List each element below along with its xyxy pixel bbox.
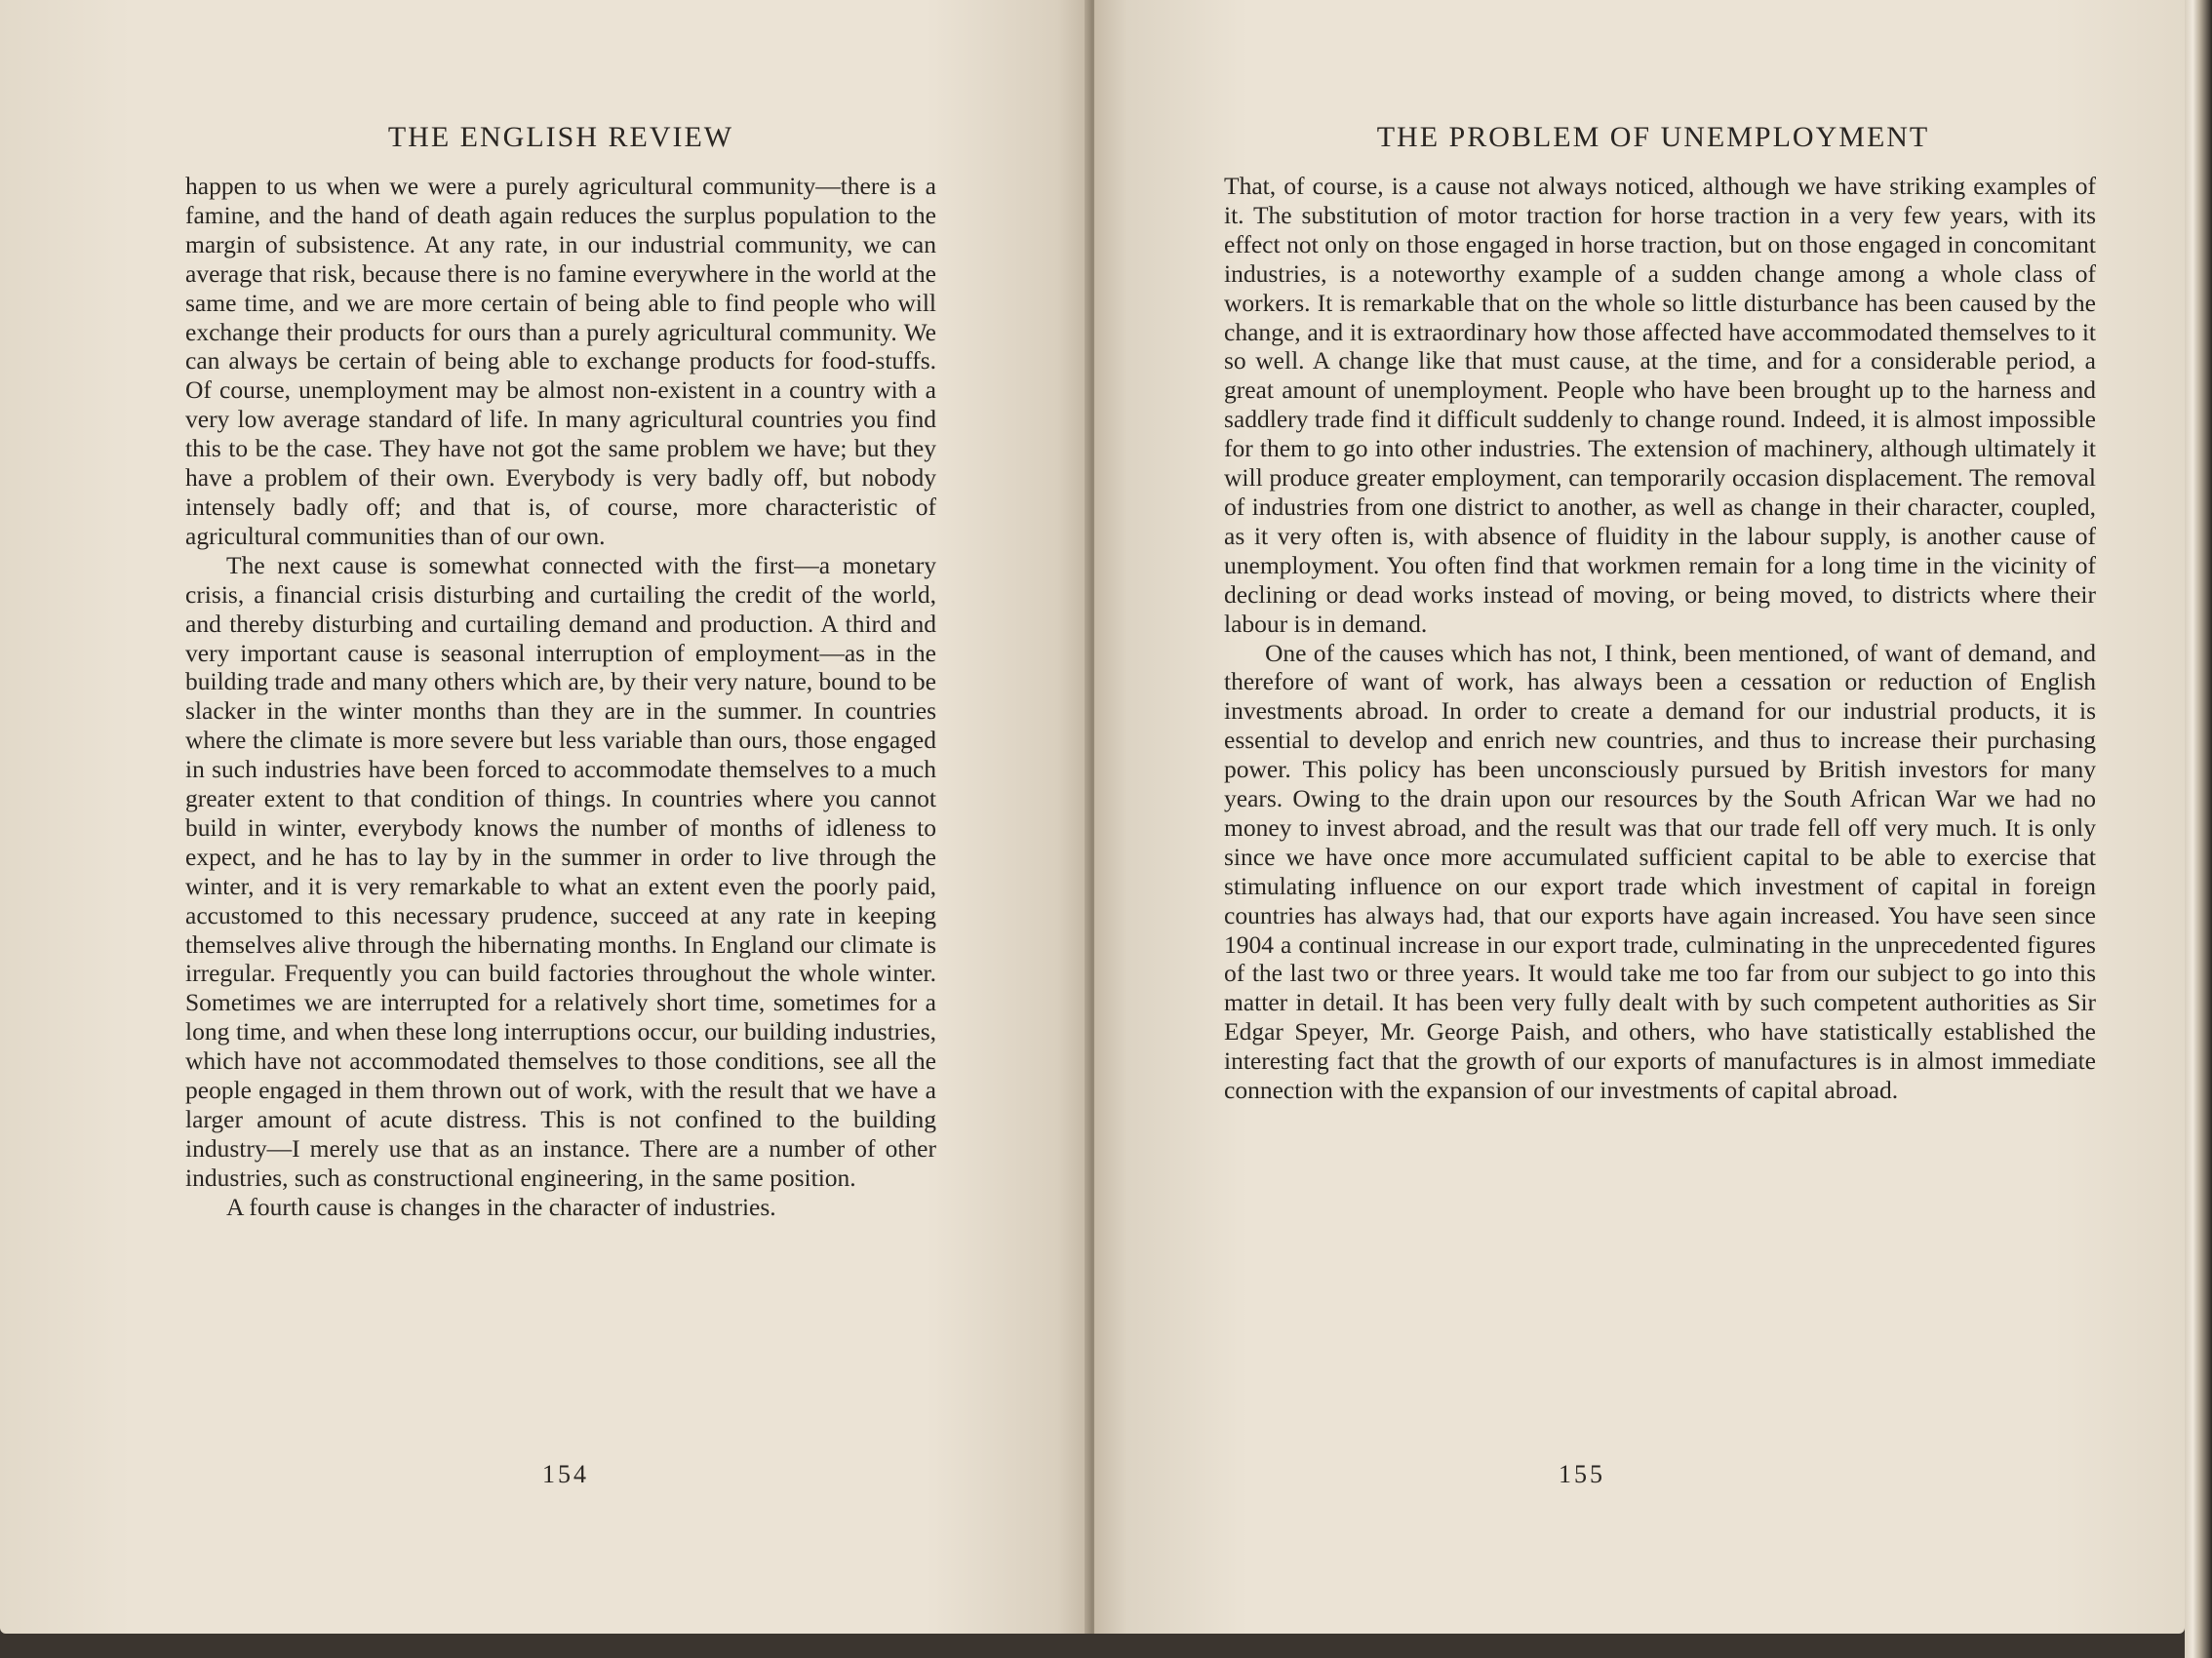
left-page-body	[185, 172, 936, 1222]
right-page	[1094, 0, 2185, 1634]
right-page-body	[1224, 172, 2096, 1105]
paragraph: A fourth cause is changes in the character of industries.	[226, 1192, 776, 1221]
paragraph: happen to us when we were a purely agricultural community—there is a famine, and the hand of death again reduces the surplus population to the margin of subsistence. At any rate, in our industrial community, we can average that risk, because there is no famine everywhere in the world at the same time, and we are more certain of being able to find people who will exchange their products for ours than a purely agricultural community. We can always be certain of being able to exchange products for food-stuffs. Of course, unemployment may be almost non-existent in a country with a very low average standard of life. In many agricultural countries you find this to be the case. They have not got the same problem we have; but they have a problem of their own. Everybody is very badly off, but nobody intensely badly off; and that is, of course, more characteristic of agricultural communities than of our own.	[185, 172, 936, 550]
running-head-right: THE PROBLEM OF UNEMPLOYMENT	[1376, 121, 1930, 153]
paragraph: The next cause is somewhat connected with the first—a monetary crisis, a financial crisis disturbing and curtailing the credit of the world, and thereby disturbing and curtailing demand and production. A third and very important cause is seasonal interruption of employment—as in the building trade and many others which are, by their very nature, bound to be slacker in the winter months than they are in the summer. In countries where the climate is more severe but less variable than ours, those engaged in such industries have been forced to accommodate themselves to a much greater extent to that condition of things. In countries where you cannot build in winter, everybody knows the number of months of idleness to expect, and he has to lay by in the summer in order to live through the winter, and it is very remarkable to what an extent even the poorly paid, accustomed to this necessary prudence, succeed at any rate in keeping themselves alive through the hibernating months. In England our climate is irregular. Frequently you can build factories throughout the whole winter. Sometimes we are interrupted for a relatively short time, sometimes for a long time, and when these long interruptions occur, our building industries, which have not accommodated themselves to those conditions, see all the people engaged in them thrown out of work, with the result that we have a larger amount of acute distress. This is not confined to the building industry—I merely use that as an instance. There are a number of other industries, such as constructional engineering, in the same position.	[185, 550, 936, 1192]
running-head-left: THE ENGLISH REVIEW	[387, 121, 734, 153]
left-page	[0, 0, 1090, 1634]
paragraph: That, of course, is a cause not always noticed, although we have striking examples of it. The substitution of motor traction for horse traction in a very few years, with its effect not only on those engaged in horse traction, but on those engaged in concomitant industries, is a noteworthy example of a sudden change among a whole class of workers. It is remarkable that on the whole so little disturbance has been caused by the change, and it is extraordinary how those affected have accommodated themselves to it so well. A change like that must cause, at the time, and for a considerable period, a great amount of unemployment. People who have been brought up to the harness and saddlery trade find it difficult suddenly to change round. Indeed, it is almost impossible for them to go into other industries. The extension of machinery, although ultimately it will produce greater employment, can temporarily occasion displacement. The removal of industries from one district to another, as well as change in their character, coupled, as it very often is, with absence of fluidity in the labour supply, is another cause of unemployment. You often find that workmen remain for a long time in the vicinity of declining or dead works instead of moving, or being moved, to districts where their labour is in demand.	[1224, 172, 2096, 638]
page-number-left: 154	[542, 1460, 589, 1488]
paragraph: One of the causes which has not, I think, been mentioned, of want of demand, and therefore of want of work, has always been a cessation or reduction of English investments abroad. In order to create a demand for our industrial products, it is essential to develop and enrich new countries, and thus to increase their purchasing power. This policy has been unconsciously pursued by British investors for many years. Owing to the drain upon our resources by the South African War we had no money to invest abroad, and the result was that our trade fell off very much. It is only since we have once more accumulated sufficient capital to be able to exercise that stimulating influence on our export trade which investment of capital in foreign countries has always had, that our exports have again increased. You have seen since 1904 a continual increase in our export trade, culminating in the unprecedented figures of the last two or three years. It would take me too far from our subject to go into this matter in detail. It has been very fully dealt with by such competent authorities as Sir Edgar Speyer, Mr. George Paish, and others, who have statistically established the interesting fact that the growth of our exports of manufactures is in almost immediate connection with the expansion of our investments of capital abroad.	[1224, 638, 2096, 1105]
page-number-right: 155	[1559, 1460, 1605, 1488]
page-edges	[2185, 0, 2212, 1658]
